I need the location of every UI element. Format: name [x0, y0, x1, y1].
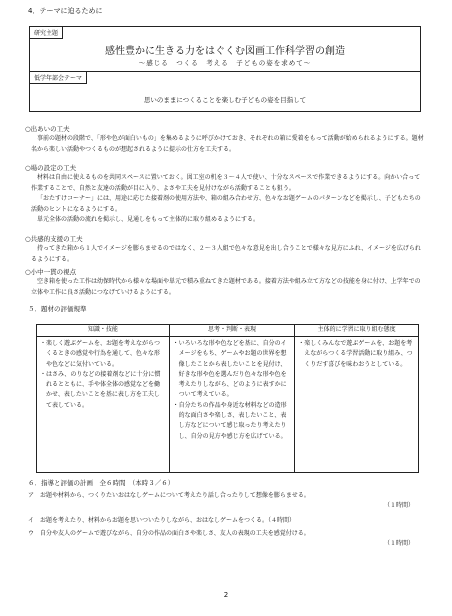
section-body: 単元全体の活動の流れを掲示し、見通しをもって主体的に取り組めるようにする。: [37, 216, 260, 224]
section-body: 「おたすけコーナー」には、用途に応じた接着剤の使用方法や、箱の組み合わせ方、色々なお題ゲームのパターンなどを掲示し、子どもたちの活動のヒントになるようにする。: [31, 195, 421, 213]
low-grade-theme-tag: 低学年部会テーマ: [30, 71, 87, 84]
plan-text: お題や材料から、つくりたいおはなしゲームについて考えたり話し合ったりして想像を膨らませる。: [40, 492, 310, 499]
eval-cell-thinking: [169, 337, 295, 473]
plan-item-u: [28, 529, 420, 549]
plan-time: （１時間）: [383, 502, 414, 509]
section-heading: ○場の設定の工夫: [25, 164, 77, 172]
eval-col-header: 知識・技能: [37, 325, 170, 337]
section-encounter: [25, 124, 425, 155]
plan-mark: ア: [28, 492, 35, 499]
plan-mark: ウ: [28, 530, 35, 537]
plan-mark: イ: [28, 517, 35, 524]
table-row: [37, 337, 419, 473]
eval-cell-attitude: [295, 337, 419, 473]
section-heading: ○小中一貫の視点: [25, 268, 77, 276]
plan-item-i: [28, 516, 420, 526]
low-grade-theme-text: 思いのままにつくることを楽しむ子どもの姿を目指して: [143, 96, 307, 104]
research-theme-tag: 研究主題: [30, 27, 63, 39]
list-item: ・楽しくみんなで遊ぶゲームを、お題を考えながらつくる学習活動に取り組み、つくりだす喜びを味わおうとしている。: [298, 340, 413, 368]
research-theme-title: 感性豊かに生きる力をはぐくむ図画工作科学習の創造: [105, 46, 345, 57]
eval-table: [36, 324, 419, 473]
eval-header: ５．題材の評価規準: [28, 305, 87, 313]
plan-item-a: [28, 491, 420, 511]
research-theme-subtitle: ～感じる つくる 考える 子どもの姿を求めて～: [138, 59, 312, 67]
plan-text: 自分や友人のゲームで遊びながら、自分の作品の面白さや楽しさ、友人の表現の工夫を感覚付ける。: [40, 530, 310, 537]
page-number: 2: [223, 591, 229, 599]
list-item: ・はさみ、のりなどの接着剤などに十分に慣れるとともに、手や体全体の感覚などを働かせ、表したいことを基に表し方を工夫して表している。: [40, 370, 161, 409]
section-body: 事前の題材の段階で、「形や色が面白いもの」を集めるように呼びかけておき、それぞれの箱に愛着をもって活動が始められるようにする。題材名から楽しい活動やつくるものが想起されるように提示の仕方を工夫する。: [31, 135, 424, 153]
section-heading: ○共感的支援の工夫: [25, 235, 83, 243]
section-body: 空き箱を使った工作は幼保時代から様々な場面や単元で積み重ねてきた題材である。接着方法や組み立て方などの技能を身に付け、上学年での立体や工作に良さ活動につなげていけるようにする。: [31, 278, 421, 296]
section-setting: [25, 163, 425, 225]
list-item: ・楽しく遊ぶゲームを、お題を考えながらつくるときの感覚や行為を通して、色々な形や色などに気付いている。: [40, 340, 160, 368]
section-header: 4．テーマに迫るために: [28, 7, 103, 15]
section-continuity: [25, 267, 425, 298]
plan-time: （１時間）: [383, 540, 414, 547]
plan-text: お題を考えたり、材料からお題を思いついたりしながら、おはなしゲームをつくる。（４時間）: [40, 517, 296, 524]
eval-col-header: 思考・判断・表現: [169, 325, 295, 337]
list-item: ・いろいろな形や色などを基に、自分のイメージをもち、ゲームやお題の世界を想像したことから表したいことを見付け、好きな形や色を選んだり色々な形や色を考えたりしながら、どのように表すかについて考えている。: [172, 340, 287, 399]
theme-divider: [30, 71, 420, 72]
theme-box: [29, 26, 421, 112]
section-support: [25, 234, 425, 265]
section-body: 持ってきた箱から１人でイメージを膨らませるのではなく、２～３人組で色々な意見を出し合うことで様々な見方にふれ、イメージを広げられるようにする。: [31, 245, 421, 263]
list-item: ・自分たちの作品や身近な材料などの造形的な面白さや楽しさ、表したいこと、表し方などについて感じ取ったり考えたりし、自分の見方や感じ方を広げている。: [172, 401, 287, 440]
section-body: 材料は自由に使えるものを共同スペースに置いておく。図工室の机を３～４人で使い、十分なスペースで作業できるようにする。向かい合って作業することで、自然と友達の活動が目に入り、よさや工夫を見付けながら活動することも狙う。: [31, 174, 421, 192]
section-heading: ○出あいの工夫: [25, 125, 70, 133]
eval-cell-knowledge: [37, 337, 170, 473]
plan-header: ６．指導と評価の計画 全６時間 （本時３／６）: [28, 479, 175, 487]
eval-col-header: 主体的に学習に取り組む態度: [295, 325, 419, 337]
